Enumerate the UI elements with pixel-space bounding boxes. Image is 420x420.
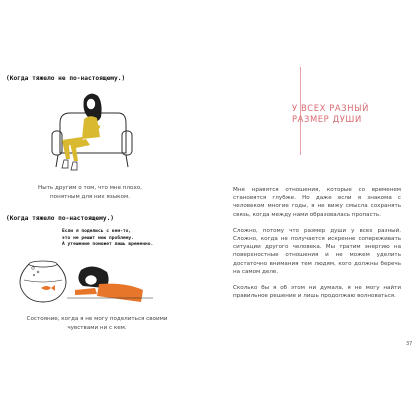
paragraph: Сложно, потому что размер души у всех разный. Сложно, когда не получается искренне сопереживать ситуации другого человека. Мы тратим энергию на поверхностные отношения и не можем уделить достаточно внимания тем людям, кого должны беречь на самом деле. [233,227,401,275]
quote-line: это не решит мою проблему. [62,235,134,241]
quote-line: Если я поделюсь с кем-то, [62,229,132,234]
chapter-title [292,103,392,125]
caption-complaining: Ныть другим о том, что мне плохо, понятным для них языком. [38,185,142,200]
woman-on-armchair-illustration [40,85,140,180]
heading-really-hard: (Когда тяжело по-настоящему.) [6,215,115,222]
quote-line: А утешение поможет лишь временно. [62,242,154,248]
paragraph: Сколько бы я об этом ни думала, я не могу найти правильное решение и лишь продолжаю волноваться. [233,285,401,300]
title-line: РАЗМЕР ДУШИ [292,114,362,124]
caption-cannot-share: Состояние, когда я не могу поделиться своими чувствами ни с кем. [26,316,168,331]
paragraph: Мне нравятся отношения, которые со временем становятся глубже. Но даже если я знакома с человеком многие годы, я не вижу смысла сохранять связь, когда между нами образовалась пропасть. [233,187,401,218]
handwritten-quote [62,229,172,249]
body-text [233,186,401,308]
title-line: У ВСЕХ РАЗНЫЙ [292,103,369,113]
heading-not-really-hard: (Когда тяжело не по-настоящему.) [6,75,126,82]
page-number: 37 [406,341,413,347]
fishbowl-illustration [15,250,155,310]
